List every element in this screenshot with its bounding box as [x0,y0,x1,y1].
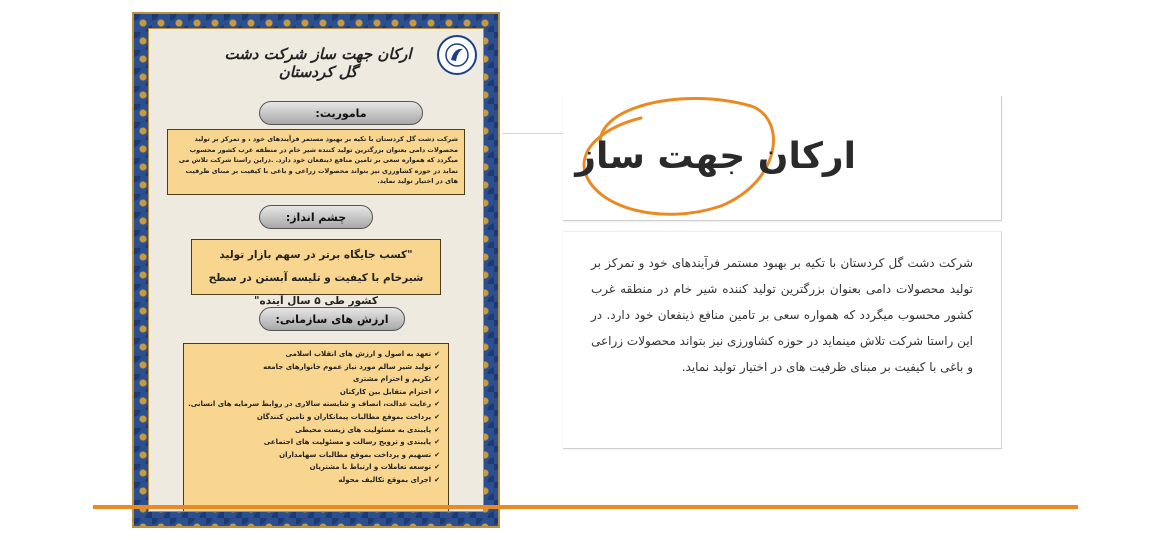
value-item: ✔ تکریم و احترام مشتری [192,373,440,386]
vision-heading: چشم انداز: [259,205,373,229]
description-text: شرکت دشت گل کردستان با تکیه بر بهبود مستمر فرآیندهای خود و تمرکز بر تولید محصولات دامی بعنوان بزرگترین تولید کننده شیر خام در منطقه غرب کشور محسوب میگردد که همواره سعی بر تامین منافع ذینفعان خود دارد. در این راستا شرکت تلاش مینماید در حوزه کشاورزی نیز بتواند محصولات زراعی و باغی با کیفیت بر مبنای ظرفیت های در اختیار تولید نماید. [591,256,973,374]
description-card [563,231,1002,449]
values-box [183,343,449,512]
value-item: ✔ تسهیم و پرداخت بموقع مطالبات سهامداران [192,449,440,462]
title-card [563,96,1002,221]
value-item: ✔ پایبندی و ترویج رسالت و مسئولیت های اجتماعی [192,436,440,449]
value-item: ✔ احترام متقابل بین کارکنان [192,386,440,399]
mission-heading: ماموریت: [259,101,423,125]
value-item: ✔ توسعه تعاملات و ارتباط با مشتریان [192,461,440,474]
connector-line [502,133,564,134]
poster-content [148,28,484,512]
value-item: ✔ اجرای بموقع تکالیف محوله [192,474,440,487]
section-title: ارکان جهت ساز [575,136,856,177]
value-item: ✔ تعهد به اصول و ارزش های انقلاب اسلامی [192,348,440,361]
value-item: ✔ پرداخت بموقع مطالبات پیمانکاران و تامین کنندگان [192,411,440,424]
bottom-divider [93,505,1078,509]
poster-title: ارکان جهت ساز شرکت دشت گل کردستان [224,45,412,81]
values-heading: ارزش های سازمانی: [259,307,405,331]
value-item: ✔ تولید شیر سالم مورد نیاز عموم خانوارهای جامعه [192,361,440,374]
values-list [188,348,440,487]
company-logo-icon [437,35,477,75]
mission-box: شرکت دشت گل کردستان با تکیه بر بهبود مستمر فرآیندهای خود ، و تمرکز بر تولید محصولات دامی بعنوان بزرگترین تولید کننده شیر خام در منطقه غرب کشور محسوب میگردد که همواره سعی بر تامین منافع ذینفعان خود دارد. .دراین راستا شرکت تلاش می نماید در حوزه کشاورزی نیز بتواند محصولات زراعی و باغی با کیفیت بر مبنای ظرفیت های در اختیار تولید نماید. [167,129,465,195]
value-item: ✔ رعایت عدالت، انصاف و شایسته سالاری در روابط سرمایه های انسانی. [192,398,440,411]
vision-box: "کسب جایگاه برتر در سهم بازار تولید شیرخام با کیفیت و تلیسه آبستن در سطح کشور طی ۵ سال آینده" [191,239,441,295]
poster-image [132,12,500,528]
value-item: ✔ پایبندی به مسئولیت های زیست محیطی [192,424,440,437]
